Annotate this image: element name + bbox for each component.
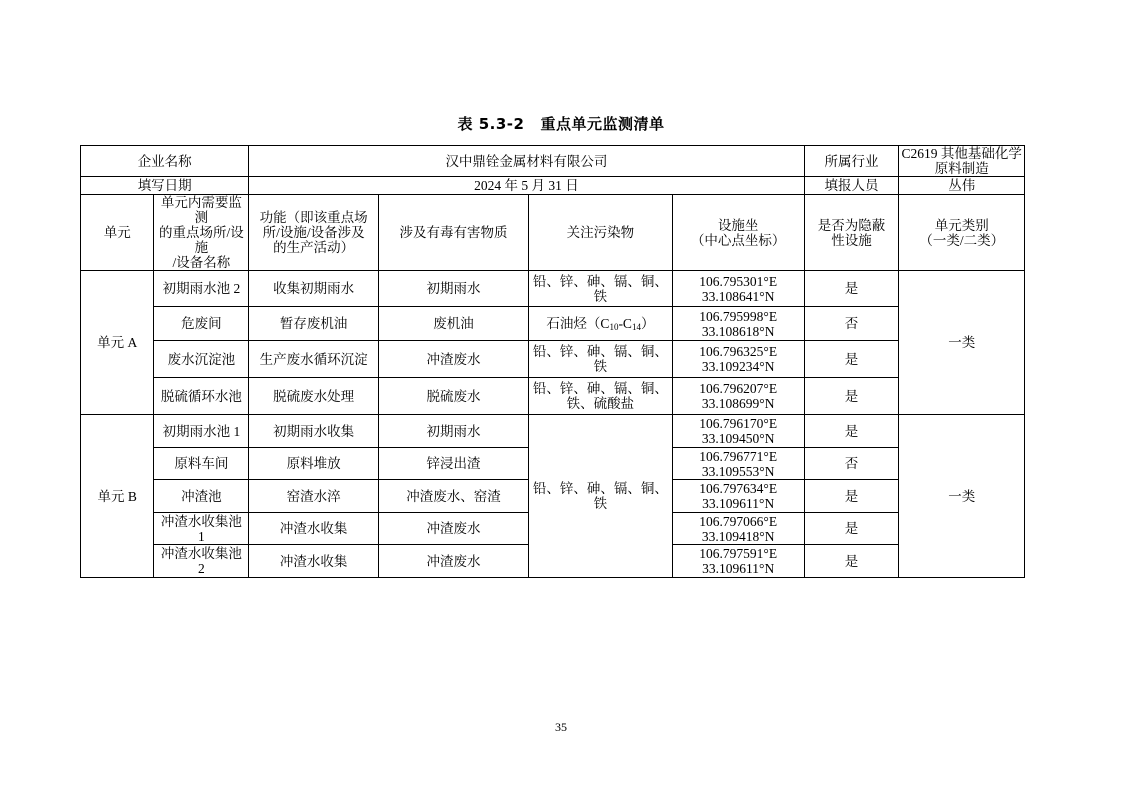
function-cell: 初期雨水收集 [249,415,379,448]
hidden-cell: 是 [804,271,899,307]
hidden-cell: 否 [804,307,899,341]
pollutant-subscript: 10 [609,322,619,332]
header-hidden-line: 性设施 [831,232,872,248]
hidden-cell: 是 [804,513,899,545]
latitude: 33.109611°N [702,561,775,576]
facility-cell: 冲渣水收集池 2 [154,545,249,578]
pollutant-cell [528,271,672,307]
table-title [0,113,1122,134]
longitude: 106.796771°E [699,448,778,464]
facility-cell: 初期雨水池 1 [154,415,249,448]
toxic-cell: 冲渣废水 [378,545,528,578]
header-facility-line: /设备名称 [172,255,231,270]
info-row-date [81,177,1025,195]
date-value: 2024 年 5 月 31 日 [249,177,804,195]
toxic-cell: 冲渣废水、窑渣 [378,480,528,513]
table-name: 重点单元监测清单 [540,115,665,133]
coords-cell [672,448,804,480]
industry-value: C2619 其他基础化学原料制造 [899,146,1025,177]
header-unit: 单元 [81,195,154,271]
toxic-cell: 初期雨水 [378,271,528,307]
unit-a-category: 一类 [899,271,1025,415]
hidden-cell: 是 [804,341,899,378]
table-row [81,415,1025,448]
pollutant-mid: -C [618,316,632,331]
pollutant-line: 铅、锌、砷、镉、铜、 [532,481,668,496]
header-category-line: 单元类别 [934,217,989,233]
facility-cell: 冲渣水收集池 1 [154,513,249,545]
table-row [81,307,1025,341]
header-facility-line: 单元内需要监测 [160,195,242,225]
unit-a-name: 单元 A [81,271,154,415]
pollutant-cell [528,307,672,341]
function-cell: 冲渣水收集 [249,545,379,578]
function-cell: 脱硫废水处理 [249,378,379,415]
coords-cell [672,513,804,545]
toxic-cell: 锌浸出渣 [378,448,528,480]
facility-cell: 冲渣池 [154,480,249,513]
longitude: 106.796207°E [699,381,778,396]
function-cell: 收集初期雨水 [249,271,379,307]
table-row [81,271,1025,307]
pollutant-suffix: ） [640,316,655,331]
pollutant-line: 铁、硫酸盐 [566,396,635,411]
pollutant-line: 铁 [593,359,608,374]
pollutant-line: 铅、锌、砷、镉、铜、 [532,381,668,396]
longitude: 106.797634°E [699,481,778,496]
latitude: 33.108641°N [701,288,775,304]
function-cell: 窑渣水淬 [249,480,379,513]
hidden-cell: 是 [804,415,899,448]
coords-cell [672,271,804,307]
function-cell: 冲渣水收集 [249,513,379,545]
header-pollutant: 关注污染物 [528,195,672,271]
header-hidden-line: 是否为隐蔽 [817,217,886,233]
latitude: 33.108699°N [701,396,775,411]
header-function-line: 的生产活动） [273,240,355,255]
latitude: 33.109611°N [702,496,775,511]
pollutant-cell [528,341,672,378]
header-function-line: 功能（即该重点场 [259,210,368,225]
toxic-cell: 废机油 [378,307,528,341]
header-function [249,195,379,271]
latitude: 33.108618°N [701,323,775,339]
pollutant-line: 铅、锌、砷、镉、铜、 [532,344,668,359]
pollutant-subscript: 14 [631,322,641,332]
header-hidden [804,195,899,271]
hidden-cell: 否 [804,448,899,480]
pollutant-cell [528,378,672,415]
latitude: 33.109234°N [701,359,775,374]
unit-b-name: 单元 B [81,415,154,578]
facility-cell: 原料车间 [154,448,249,480]
header-coords-line: （中心点坐标） [690,232,786,248]
reporter-label: 填报人员 [804,177,899,195]
function-cell: 生产废水循环沉淀 [249,341,379,378]
pollutant-line: 铁 [593,288,608,304]
industry-label: 所属行业 [804,146,899,177]
longitude: 106.797591°E [699,546,778,561]
unit-b-pollutant [528,415,672,578]
company-label: 企业名称 [81,146,249,177]
pollutant-line: 铁 [593,496,608,511]
pollutant-line: 铅、锌、砷、镉、铜、 [532,273,668,289]
header-row [81,195,1025,271]
monitoring-table [80,145,1025,578]
unit-b-category: 一类 [899,415,1025,578]
table-row [81,378,1025,415]
longitude: 106.796170°E [699,416,778,431]
latitude: 33.109450°N [701,431,775,446]
facility-cell: 脱硫循环水池 [154,378,249,415]
longitude: 106.796325°E [699,344,778,359]
coords-cell [672,545,804,578]
header-coords-line: 设施坐 [717,217,759,233]
facility-cell: 危废间 [154,307,249,341]
longitude: 106.795301°E [699,273,778,289]
header-function-line: 所/设施/设备涉及 [262,225,365,240]
toxic-cell: 冲渣废水 [378,513,528,545]
coords-cell [672,307,804,341]
hidden-cell: 是 [804,480,899,513]
latitude: 33.109553°N [701,463,775,479]
coords-cell [672,480,804,513]
toxic-cell: 冲渣废水 [378,341,528,378]
function-cell: 暂存废机油 [249,307,379,341]
hidden-cell: 是 [804,545,899,578]
pollutant-prefix: 石油烃（C [546,316,610,331]
coords-cell [672,415,804,448]
latitude: 33.109418°N [701,528,775,544]
header-toxic: 涉及有毒有害物质 [378,195,528,271]
header-category [899,195,1025,271]
company-value: 汉中鼎铨金属材料有限公司 [249,146,804,177]
info-row-company [81,146,1025,177]
longitude: 106.797066°E [699,513,778,529]
facility-cell: 废水沉淀池 [154,341,249,378]
date-label: 填写日期 [81,177,249,195]
header-category-line: （一类/二类） [919,232,1005,248]
coords-cell [672,378,804,415]
header-coords [672,195,804,271]
header-facility-line: 的重点场所/设施 [159,225,244,255]
page-number: 35 [555,720,567,734]
reporter-value: 丛伟 [899,177,1025,195]
toxic-cell: 初期雨水 [378,415,528,448]
hidden-cell: 是 [804,378,899,415]
facility-cell: 初期雨水池 2 [154,271,249,307]
table-row [81,341,1025,378]
longitude: 106.795998°E [699,308,778,324]
toxic-cell: 脱硫废水 [378,378,528,415]
coords-cell [672,341,804,378]
header-facility [154,195,249,271]
function-cell: 原料堆放 [249,448,379,480]
table-number: 表 5.3-2 [457,115,525,133]
